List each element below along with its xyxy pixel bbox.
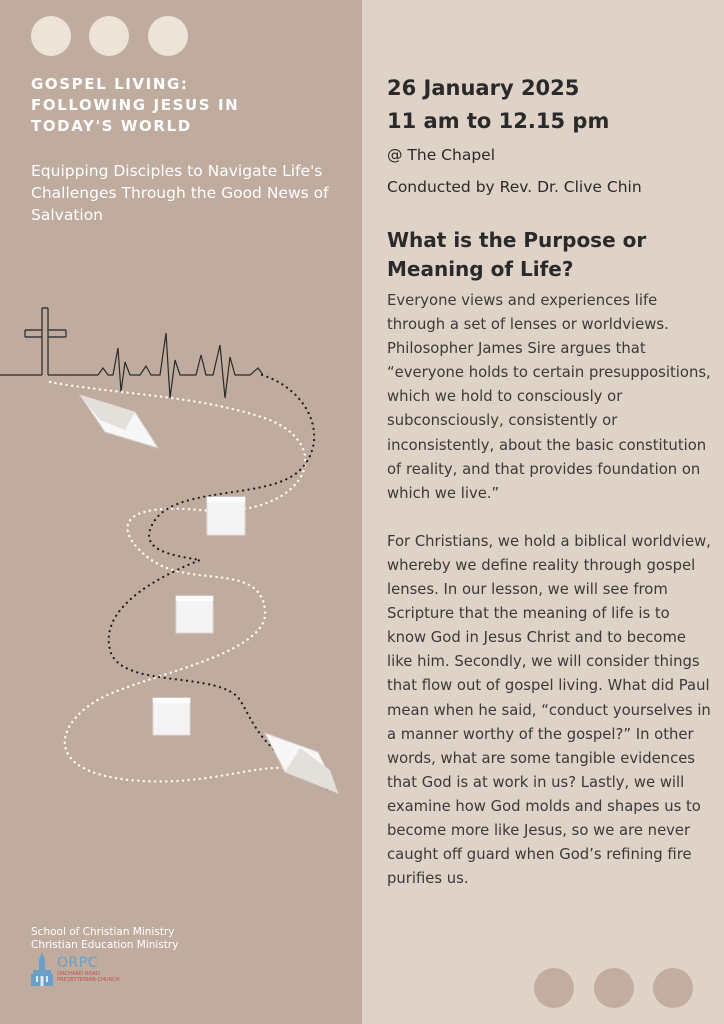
section-heading: What is the Purpose or Meaning of Life? xyxy=(387,228,647,281)
section-body xyxy=(387,289,713,915)
decor-dot xyxy=(534,968,574,1008)
path-illustration xyxy=(0,300,362,810)
cube-icon xyxy=(207,497,245,535)
event-title-line: FOLLOWING JESUS IN xyxy=(31,96,240,114)
cube-icon xyxy=(153,698,190,735)
decor-dot xyxy=(653,968,693,1008)
event-venue: @ The Chapel xyxy=(387,146,496,164)
paper-boat-icon xyxy=(265,733,338,793)
paper-boat-icon xyxy=(80,395,158,448)
decor-dot xyxy=(148,16,188,56)
cross-icon xyxy=(25,308,66,375)
event-date: 26 January 2025 xyxy=(387,76,580,100)
event-time: 11 am to 12.15 pm xyxy=(387,109,610,133)
event-title xyxy=(31,74,351,137)
ministry-line: School of Christian Ministry xyxy=(31,926,175,938)
ministry-line: Christian Education Ministry xyxy=(31,939,179,951)
event-title-line: GOSPEL LIVING: xyxy=(31,75,189,93)
decor-dot xyxy=(89,16,129,56)
logo-name-line: ORCHARD ROAD xyxy=(57,971,100,977)
body-paragraph: Everyone views and experiences life through a set of lenses or worldviews. Philosopher James Sire argues that “everyone holds to certain presuppositions, which we hold to consciously or subconsciously, consistently or inconsistently, about the basic constitution of reality, and that provides foundation on which we live.” xyxy=(387,292,711,502)
cube-icon xyxy=(176,596,213,633)
logo-abbr: ORPC xyxy=(57,955,98,971)
event-title-line: TODAY'S WORLD xyxy=(31,117,192,135)
event-datetime xyxy=(387,72,609,138)
decor-dot xyxy=(31,16,71,56)
ministry-credits xyxy=(31,926,178,952)
body-paragraph: For Christians, we hold a biblical worldview, whereby we define reality through gospel lenses. In our lesson, we will see from Scripture that the meaning of life is to know God in Jesus Christ and to become like him. Secondly, we will consider things that flow out of gospel living. What did Paul mean when he said, “conduct yourselves in a manner worthy of the gospel?” In other words, what are some tangible evidences that God is at work in us? Lastly, we will examine how God molds and shapes us to become more like Jesus, so we are never caught off guard when God’s refining fire purifies us. xyxy=(387,532,711,888)
logo-name-line: PRESBYTERIAN CHURCH xyxy=(57,977,120,983)
event-speaker: Conducted by Rev. Dr. Clive Chin xyxy=(387,178,642,196)
event-subtitle: Equipping Disciples to Navigate Life's Challenges Through the Good News of Salvation xyxy=(31,162,329,224)
decor-dot xyxy=(594,968,634,1008)
orpc-logo xyxy=(31,952,141,988)
heartbeat-line-icon xyxy=(0,333,263,398)
